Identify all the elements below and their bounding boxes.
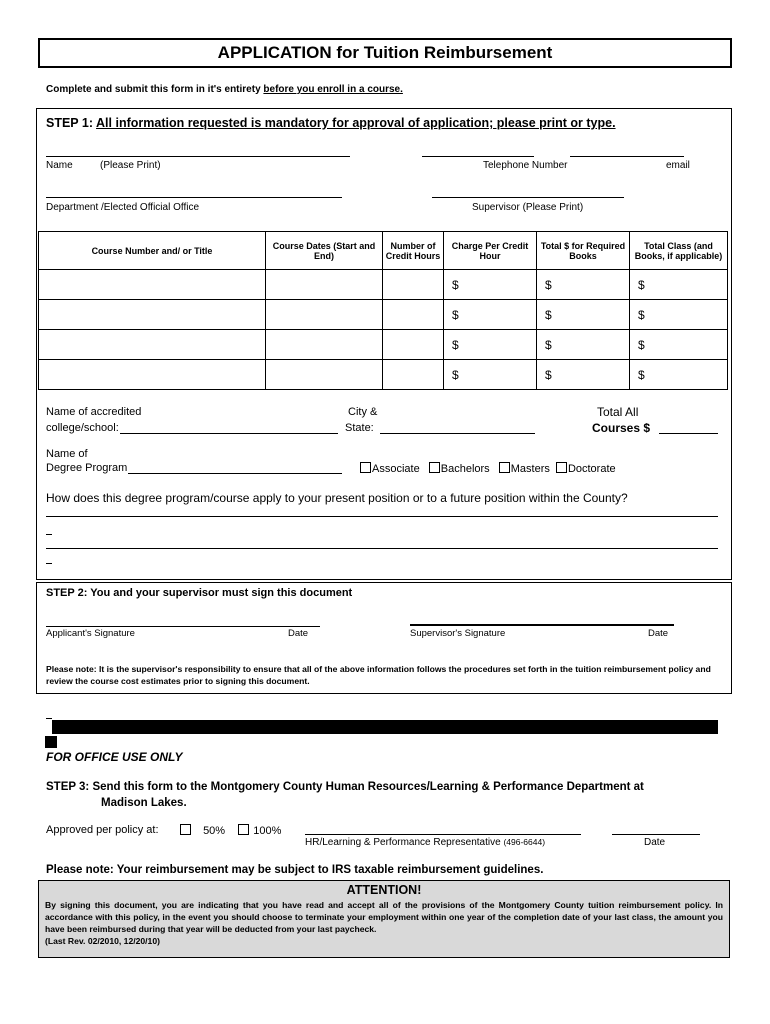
credit-hours-cell[interactable] [383, 270, 444, 300]
class-total-cell[interactable]: $ [630, 330, 728, 360]
doctorate-label: Doctorate [567, 463, 616, 475]
masters-label: Masters [510, 463, 550, 475]
course-table [38, 231, 728, 390]
city-label-1: City & [348, 406, 378, 418]
doctorate-checkbox[interactable] [556, 462, 567, 473]
form-subtitle [46, 84, 403, 95]
books-cell[interactable]: $ [537, 330, 630, 360]
applicant-date-label: Date [288, 628, 309, 639]
hr-date-label: Date [644, 837, 666, 848]
city-label-2: State: [345, 422, 374, 434]
hr-rep-signature-field[interactable] [305, 834, 581, 835]
header-class-total: Total Class (and Books, if applicable) [630, 232, 728, 270]
city-state-field[interactable] [380, 433, 535, 434]
college-field[interactable] [120, 433, 338, 434]
course-title-cell[interactable] [39, 360, 266, 390]
class-total-cell[interactable]: $ [630, 270, 728, 300]
header-course-dates: Course Dates (Start and End) [266, 232, 383, 270]
supervisor-date-label: Date [648, 628, 669, 639]
answer-line-1[interactable] [46, 516, 718, 517]
step1-title [46, 116, 616, 130]
application-question: How does this degree program/course apply to your present position or to a future position within the County? [46, 491, 628, 505]
supervisor-signature-field[interactable] [410, 624, 674, 626]
credit-hours-cell[interactable] [383, 360, 444, 390]
table-row [39, 360, 728, 390]
hr-rep-label [305, 837, 545, 848]
department-label: Department /Elected Official Office [46, 202, 200, 213]
answer-line-1-end [46, 534, 52, 535]
supervisor-signature-label: Supervisor's Signature [410, 628, 506, 639]
bachelors-checkbox[interactable] [429, 462, 440, 473]
irs-note: Please note: Your reimbursement may be subject to IRS taxable reimbursement guidelines. [46, 864, 544, 876]
department-field[interactable] [46, 197, 342, 198]
hr-phone: (496-6644) [503, 837, 546, 847]
applicant-signature-field[interactable] [46, 626, 320, 627]
revision-date: (Last Rev. 02/2010, 12/20/10) [45, 936, 160, 946]
degree-label-1: Name of [46, 448, 88, 460]
telephone-label: Telephone Number [483, 160, 568, 171]
header-course-title: Course Number and/ or Title [39, 232, 266, 270]
attention-title: ATTENTION! [346, 883, 422, 897]
charge-cell[interactable]: $ [444, 330, 537, 360]
course-dates-cell[interactable] [266, 270, 383, 300]
form-title: APPLICATION for Tuition Reimbursement [38, 38, 732, 68]
books-cell[interactable]: $ [537, 360, 630, 390]
attention-body [39, 897, 729, 949]
answer-line-2[interactable] [46, 548, 718, 549]
step3-line-2: Madison Lakes. [101, 797, 187, 809]
applicant-signature-label: Applicant's Signature [46, 628, 135, 639]
total-all-label: Total All [597, 405, 639, 419]
fifty-percent-checkbox[interactable] [180, 824, 191, 835]
total-courses-field[interactable] [659, 433, 718, 434]
header-charge-per-hour: Charge Per Credit Hour [444, 232, 537, 270]
credit-hours-cell[interactable] [383, 330, 444, 360]
college-label-2: college/school: [46, 422, 119, 434]
degree-type-options [360, 462, 616, 475]
answer-line-2-end [46, 563, 52, 564]
hr-date-field[interactable] [612, 834, 700, 835]
hr-rep-text: HR/Learning & Performance Representative [305, 837, 501, 848]
degree-label-2: Degree Program [46, 462, 128, 474]
charge-cell[interactable]: $ [444, 360, 537, 390]
charge-cell[interactable]: $ [444, 270, 537, 300]
course-dates-cell[interactable] [266, 360, 383, 390]
office-divider-square [45, 736, 57, 748]
credit-hours-cell[interactable] [383, 300, 444, 330]
books-cell[interactable]: $ [537, 270, 630, 300]
subtitle-emphasis: before you enroll in a course. [263, 84, 403, 95]
table-row [39, 270, 728, 300]
email-label: email [666, 160, 690, 171]
charge-cell[interactable]: $ [444, 300, 537, 330]
supervisor-field[interactable] [432, 197, 624, 198]
subtitle-text: Complete and submit this form in it's entirety [46, 84, 264, 95]
course-dates-cell[interactable] [266, 300, 383, 330]
degree-field[interactable] [128, 473, 342, 474]
step2-title: STEP 2: You and your supervisor must sign this document [46, 587, 353, 599]
office-divider-bar [52, 720, 718, 734]
header-credit-hours: Number of Credit Hours [383, 232, 444, 270]
course-title-cell[interactable] [39, 330, 266, 360]
class-total-cell[interactable]: $ [630, 360, 728, 390]
masters-checkbox[interactable] [499, 462, 510, 473]
hundred-percent-label: 100% [253, 825, 282, 837]
divider-tick [46, 718, 52, 719]
supervisor-note: Please note: It is the supervisor's responsibility to ensure that all of the above information follows the procedures set forth in the tuition reimbursement policy and review the course cost estimates prior to signing this document. [46, 664, 711, 686]
course-dates-cell[interactable] [266, 330, 383, 360]
college-label-1: Name of accredited [46, 406, 142, 418]
class-total-cell[interactable]: $ [630, 300, 728, 330]
fifty-percent-label: 50% [203, 825, 226, 837]
associate-label: Associate [372, 463, 420, 475]
please-print-label: (Please Print) [100, 160, 161, 171]
associate-checkbox[interactable] [360, 462, 371, 473]
approval-options [180, 824, 281, 837]
course-title-cell[interactable] [39, 270, 266, 300]
telephone-field[interactable] [422, 156, 534, 157]
attention-text: By signing this document, you are indicating that you have read and accept all of the provisions of the Montgomery County tuition reimbursement policy. In accordance with this policy, in the event you should choose to terminate your employment within one year of the completion date of your last class, the amount you have been reimbursed during that year will be deducted from your last paycheck. [45, 900, 723, 934]
email-field[interactable] [570, 156, 684, 157]
step3-line-1: STEP 3: Send this form to the Montgomery County Human Resources/Learning & Performance Department at [46, 781, 644, 793]
table-header-row [39, 232, 728, 270]
table-row [39, 330, 728, 360]
approved-label: Approved per policy at: [46, 824, 159, 836]
step1-label: STEP 1: [46, 116, 97, 130]
attention-box [38, 880, 730, 958]
hundred-percent-checkbox[interactable] [238, 824, 249, 835]
step1-instruction: All information requested is mandatory for approval of application; please print or type. [96, 116, 616, 130]
office-use-title: FOR OFFICE USE ONLY [46, 750, 183, 764]
course-title-cell[interactable] [39, 300, 266, 330]
books-cell[interactable]: $ [537, 300, 630, 330]
bachelors-label: Bachelors [440, 463, 490, 475]
header-books-total: Total $ for Required Books [537, 232, 630, 270]
total-courses-label: Courses $ [592, 421, 651, 435]
table-row [39, 300, 728, 330]
name-field[interactable] [46, 156, 350, 157]
name-label: Name [46, 160, 73, 171]
supervisor-label: Supervisor (Please Print) [472, 202, 584, 213]
